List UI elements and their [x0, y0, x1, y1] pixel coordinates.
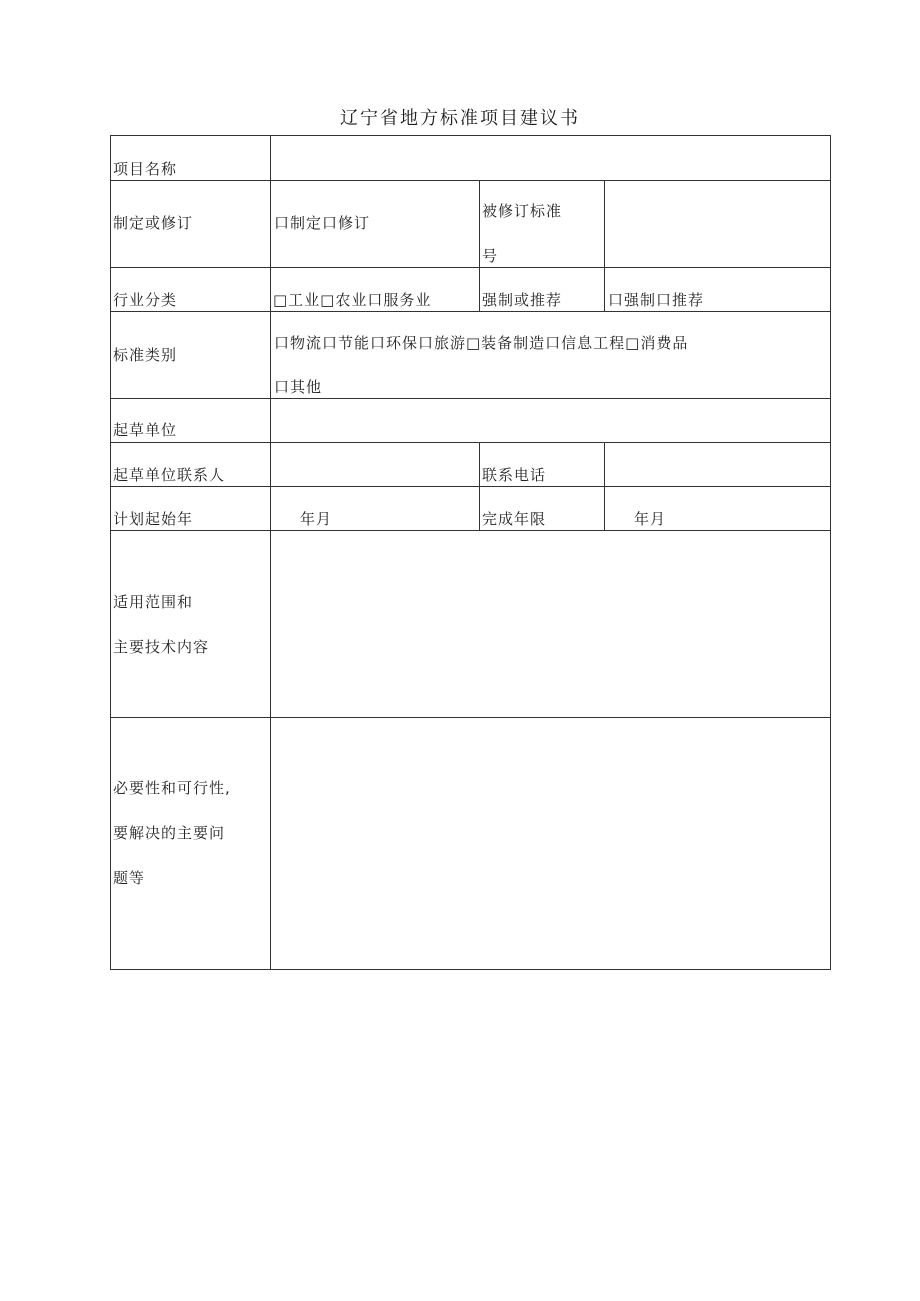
row-divider — [110, 398, 831, 399]
revision-type-options[interactable]: 口制定口修订 — [274, 214, 371, 232]
contact-label: 起草单位联系人 — [113, 466, 226, 484]
revised-standard-label-line2: 号 — [482, 247, 499, 265]
column-divider — [604, 180, 605, 267]
necessity-label-line2: 要解决的主要问 — [113, 824, 226, 842]
table-border-top — [110, 135, 831, 136]
enforcement-options[interactable]: 口强制口推荐 — [608, 291, 705, 309]
revised-standard-field[interactable] — [608, 213, 826, 233]
row-divider — [110, 311, 831, 312]
row-divider — [110, 442, 831, 443]
project-name-label: 项目名称 — [113, 160, 178, 178]
phone-label: 联系电话 — [482, 466, 547, 484]
enforcement-label: 强制或推荐 — [482, 291, 563, 309]
start-year-label: 计划起始年 — [113, 510, 194, 528]
column-divider — [604, 267, 605, 311]
revision-type-label: 制定或修订 — [113, 214, 194, 232]
column-divider — [479, 180, 480, 267]
phone-field[interactable] — [608, 465, 826, 485]
scope-label-line1: 适用范围和 — [113, 593, 194, 611]
drafting-unit-label: 起草单位 — [113, 421, 178, 439]
contact-field[interactable] — [274, 465, 474, 485]
column-divider — [604, 442, 605, 530]
industry-options[interactable]: □工业□农业口服务业 — [273, 291, 432, 309]
scope-label-line2: 主要技术内容 — [113, 638, 210, 656]
row-divider — [110, 267, 831, 268]
table-border-bottom — [110, 969, 831, 970]
row-divider — [110, 180, 831, 181]
standard-category-options-line1[interactable]: 口物流口节能口环保口旅游□装备制造口信息工程□消费品 — [274, 334, 689, 352]
industry-label: 行业分类 — [113, 291, 178, 309]
necessity-field[interactable] — [274, 727, 824, 962]
page-title: 辽宁省地方标准项目建议书 — [340, 108, 580, 129]
column-divider — [479, 267, 480, 311]
row-divider — [110, 530, 831, 531]
drafting-unit-field[interactable] — [274, 420, 824, 440]
row-divider — [110, 717, 831, 718]
revised-standard-label-line1: 被修订标准 — [482, 202, 563, 220]
column-divider — [479, 442, 480, 530]
start-year-field[interactable]: 年月 — [300, 510, 333, 528]
deadline-label: 完成年限 — [482, 510, 547, 528]
table-border-right — [830, 135, 831, 970]
row-divider — [110, 486, 831, 487]
necessity-label-line3: 题等 — [113, 869, 146, 887]
project-name-field[interactable] — [274, 159, 824, 179]
scope-field[interactable] — [274, 540, 824, 710]
necessity-label-line1: 必要性和可行性, — [113, 779, 231, 797]
column-divider — [270, 135, 271, 970]
standard-category-label: 标准类别 — [113, 346, 178, 364]
deadline-field[interactable]: 年月 — [634, 510, 667, 528]
standard-category-options-line2[interactable]: 口其他 — [274, 378, 323, 396]
table-border-left — [110, 135, 111, 970]
